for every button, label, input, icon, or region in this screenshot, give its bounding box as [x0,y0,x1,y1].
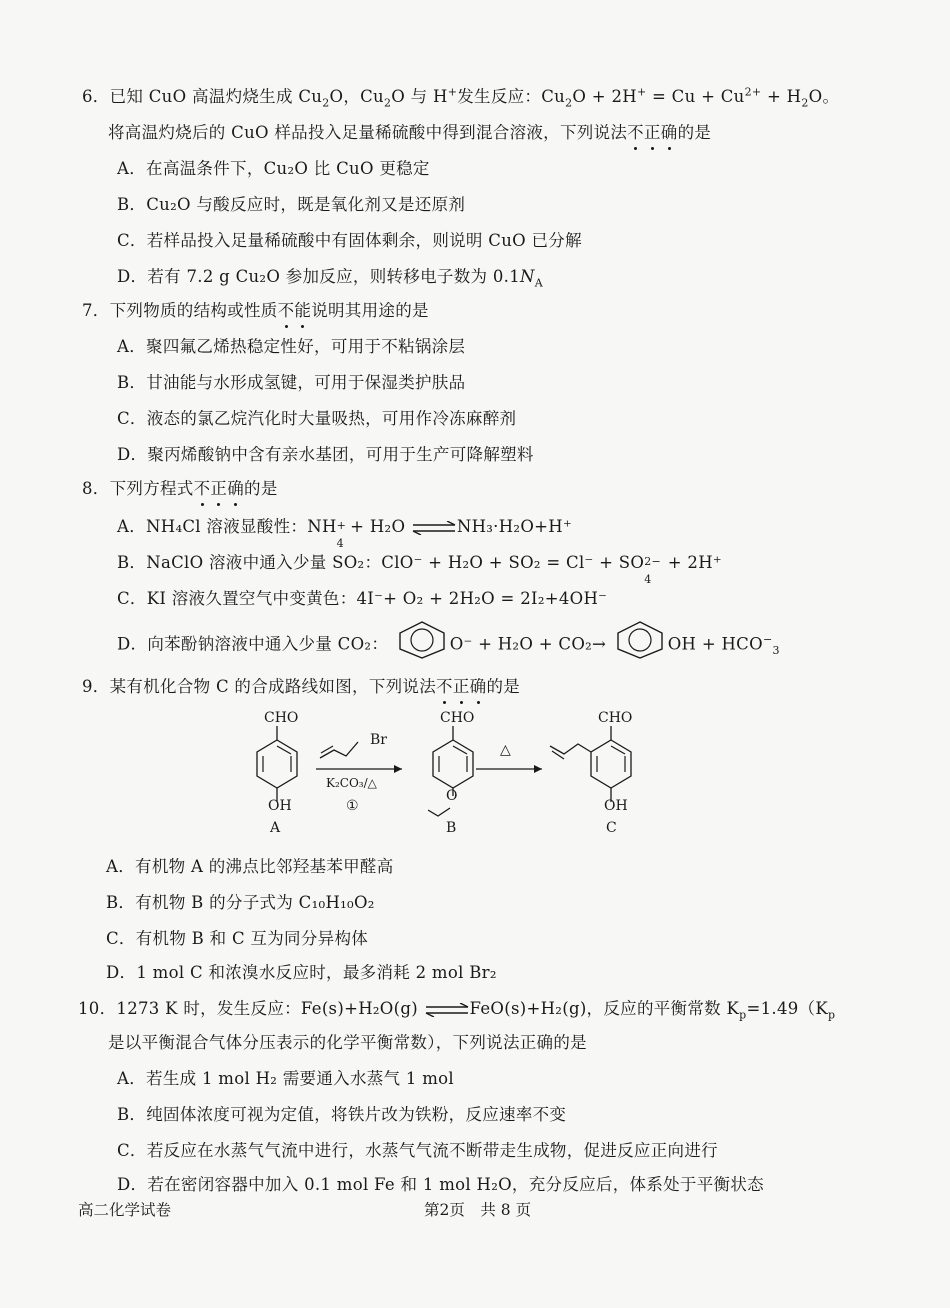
compound-a-label: A [270,820,281,836]
q10-option-b: B．纯固体浓度可视为定值，将铁片改为铁粉，反应速率不变 [117,1105,567,1124]
q6-text: O + 2H [572,87,637,106]
step-number: ① [346,798,359,814]
q8-text: B．NaClO 溶液中通入少量 SO₂：ClO⁻ + H₂O + SO₂ = Cl⁻ + SO [117,553,645,572]
q8-option-c: C．KI 溶液久置空气中变黄色：4I⁻+ O₂ + 2H₂O = 2I₂+4OH⁻ [117,589,608,608]
q8-text: + H₂O [344,517,406,536]
q8-option-a: A．NH₄Cl 溶液显酸性：NH + 4 + H₂O NH₃·H₂O+H⁺ [117,517,572,550]
benzene-ring-icon [252,726,302,806]
q7-text: 说明其用途的是 [311,301,429,320]
question-10-line-1 [78,998,835,1020]
synthesis-scheme [230,710,750,850]
subscript: p [739,1008,747,1022]
q8-text: 下列方程式 [109,479,194,498]
subscript: 3 [772,643,780,657]
question-6-line-2 [108,122,711,144]
q8-text: A．NH₄Cl 溶液显酸性：NH [117,517,337,536]
emphasis-char: 不 [627,123,644,142]
q7-text: 下列物质的结构或性质 [109,301,278,320]
emphasis-char: 不 [193,479,211,498]
q10-option-a: A．若生成 1 mol H₂ 需要通入水蒸气 1 mol [117,1069,454,1088]
equilibrium-arrow-icon [424,1003,470,1017]
reagent-label: K₂CO₃/△ [326,776,377,790]
q10-option-d: D．若在密闭容器中加入 0.1 mol Fe 和 1 mol H₂O，充分反应后，体系处于平衡状态 [117,1175,764,1194]
q8-text: + H₂O + CO₂→ [478,634,607,654]
question-6-line-1 [82,86,839,108]
q9-option-b: B．有机物 B 的分子式为 C₁₀H₁₀O₂ [106,893,375,912]
question-number: 7． [82,301,110,320]
reaction-arrow-icon [316,764,406,774]
hydroxyl-label: OH [268,798,292,814]
question-10-line-2: 是以平衡混合气体分压表示的化学平衡常数），下列说法正确的是 [108,1033,587,1052]
q6-text: = Cu + Cu [646,87,745,106]
heat-label: △ [500,742,511,758]
compound-c-label: C [606,820,617,836]
q7-option-c: C．液态的氯乙烷汽化时大量吸热，可用作冷冻麻醉剂 [117,409,517,428]
q9-option-a: A．有机物 A 的沸点比邻羟基苯甲醛高 [106,857,394,876]
benzene-ring-icon [394,620,450,660]
superscript: + [447,85,458,99]
superscript: − [762,633,773,646]
compound-b-label: B [446,820,457,836]
q6-text: D．若有 7.2 g Cu₂O 参加反应，则转移电子数为 0.1 [117,267,520,286]
subscript: 2 [801,96,809,110]
question-number: 9． [82,677,110,696]
q6-text: O，Cu [329,87,384,106]
emphasis-char: 确 [469,677,487,696]
q9-option-d: D．1 mol C 和浓溴水反应时，最多消耗 2 mol Br₂ [106,963,497,982]
q7-option-d: D．聚丙烯酸钠中含有亲水基团，可用于生产可降解塑料 [117,445,534,464]
q6-text: O 与 H [391,87,448,106]
emphasis-char: 确 [660,123,678,142]
q6-text: 的是 [677,123,712,142]
q10-text: 1273 K 时，发生反应：Fe(s)+H₂O(g) [116,999,418,1018]
q8-text: O⁻ [449,634,473,654]
aldehyde-label: CHO [440,710,475,726]
q10-text: FeO(s)+H₂(g)，反应的平衡常数 K [469,999,740,1018]
q9-text: 某有机化合物 C 的合成路线如图，下列说法 [109,677,437,696]
equilibrium-arrow-icon [411,521,457,535]
q10-text: =1.49（K [746,999,828,1018]
q6-option-c: C．若样品投入足量稀硫酸中有固体剩余，则说明 CuO 已分解 [117,231,582,250]
question-7-stem [82,300,429,322]
subscript: p [827,1008,836,1022]
q6-option-a: A．在高温条件下，Cu₂O 比 CuO 更稳定 [117,159,430,178]
q8-text: + 2H⁺ [662,553,722,572]
subscript: 2 [322,96,330,110]
emphasis-char: 不 [277,301,295,320]
q6-text: 将高温灼烧后的 CuO 样品投入足量稀硫酸中得到混合溶液，下列说法 [108,123,628,142]
avogadro-symbol: N [520,267,535,286]
subscript: 2 [383,96,392,110]
superscript: + [636,85,647,99]
q8-option-b: B．NaClO 溶液中通入少量 SO₂：ClO⁻ + H₂O + SO₂ = Cl⁻ + SO 2− 4 + 2H⁺ [117,553,722,586]
aldehyde-label: CHO [264,710,299,726]
benzene-ring-icon [542,726,652,806]
q8-text: OH [667,634,697,654]
q8-text: D．向苯酚钠溶液中通入少量 CO₂： [117,634,389,654]
emphasis-char: 正 [210,479,228,498]
q8-option-d [117,630,780,660]
q6-option-b: B．Cu₂O 与酸反应时，既是氧化剂又是还原剂 [117,195,466,214]
q8-text: + HCO [701,634,763,654]
subscript: A [534,276,543,290]
q9-option-c: C．有机物 B 和 C 互为同分异构体 [106,929,369,948]
q8-text: NH₃·H₂O+H⁺ [456,517,572,536]
ether-oxygen-label: O [446,788,458,804]
q6-option-d [117,266,543,288]
question-number: 6． [82,87,110,106]
question-8-stem [82,478,278,500]
aldehyde-label: CHO [598,710,633,726]
benzene-ring-icon [612,620,668,660]
question-number: 10． [78,999,117,1018]
superscript: 2+ [744,85,762,99]
footer-page-number: 第2页 共 8 页 [424,1201,532,1219]
reaction-arrow-icon [476,764,546,774]
q6-text: 已知 CuO 高温灼烧生成 Cu [109,87,323,106]
q10-option-c: C．若反应在水蒸气气流中进行，水蒸气气流不断带走生成物，促进反应正向进行 [117,1141,718,1160]
subscript: 2 [565,96,573,110]
q7-option-b: B．甘油能与水形成氢键，可用于保湿类护肤品 [117,373,466,392]
q6-text: O。 [808,87,840,106]
emphasis-char: 正 [452,677,470,696]
question-number: 8． [82,479,110,498]
bromine-label: Br [370,732,387,748]
emphasis-char: 能 [294,301,312,320]
emphasis-char: 正 [643,123,661,142]
q6-text: 发生反应：Cu [457,87,566,106]
q6-text: + H [761,87,802,106]
emphasis-char: 确 [227,479,245,498]
question-9-stem [82,676,520,698]
footer-subject: 高二化学试卷 [78,1201,172,1219]
hydroxyl-label: OH [604,798,628,814]
q7-option-a: A．聚四氟乙烯热稳定性好，可用于不粘锅涂层 [117,337,466,356]
q8-text: 的是 [244,479,278,498]
q9-text: 的是 [486,677,521,696]
emphasis-char: 不 [436,677,453,696]
